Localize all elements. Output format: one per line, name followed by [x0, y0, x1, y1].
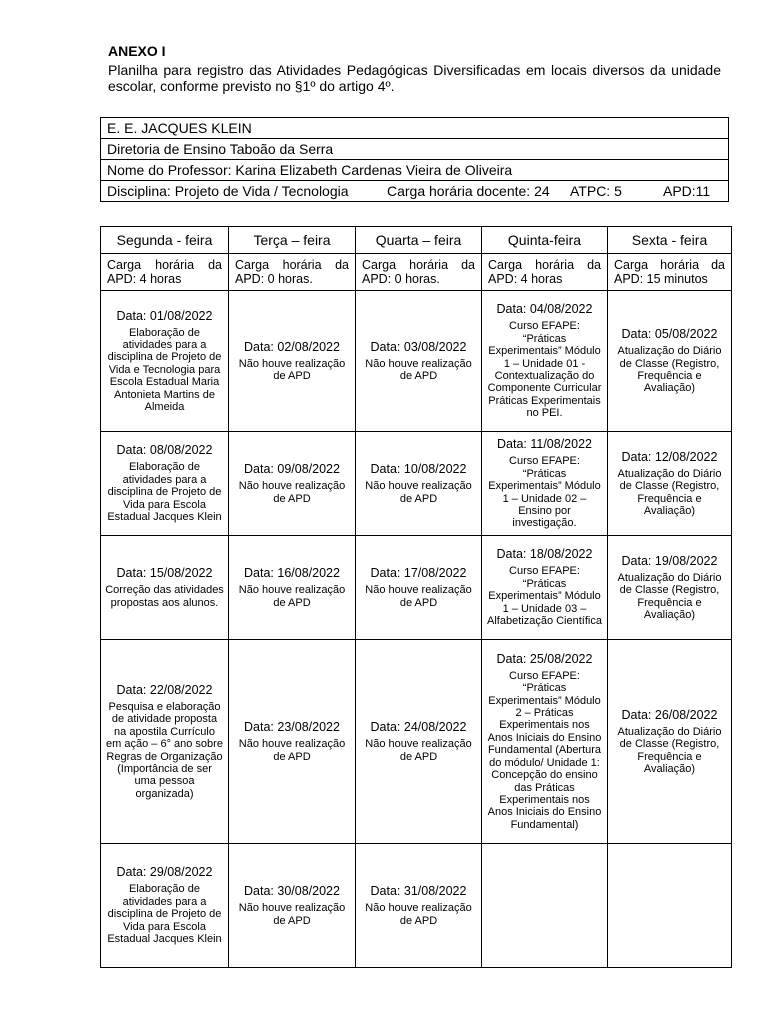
- apd-label: APD:11: [663, 183, 711, 199]
- apd-load-row: [101, 254, 732, 291]
- day-activity: Curso EFAPE: “Práticas Experimentais” Módulo 1 – Unidade 01 - Contextualização do Componente Curricular Práticas Experimentais no PEI.: [487, 320, 602, 420]
- day-activity: Não houve realização de APD: [365, 480, 472, 505]
- day-cell: [356, 432, 482, 536]
- day-activity: Não houve realização de APD: [365, 584, 472, 609]
- week-row: [101, 640, 732, 844]
- day-date: Data: 01/08/2022: [116, 308, 213, 323]
- teacher-name: Nome do Professor: Karina Elizabeth Cardenas Vieira de Oliveira: [101, 160, 729, 181]
- school-name: E. E. JACQUES KLEIN: [101, 118, 729, 139]
- day-activity: Pesquisa e elaboração de atividade proposta na apostila Currículo em ação – 6° ano sobre Regras de Organização (Importância de ser uma pessoa organizada): [106, 700, 223, 800]
- day-activity: Não houve realização de APD: [365, 357, 472, 382]
- day-cell: [101, 536, 229, 640]
- document-title: ANEXO I: [108, 43, 166, 59]
- day-cell: [482, 291, 608, 432]
- day-activity: Não houve realização de APD: [238, 480, 346, 505]
- weekday-header: Quinta-feira: [482, 227, 608, 254]
- apd-load-value: APD: 4 horas: [488, 272, 563, 286]
- day-cell: [608, 291, 732, 432]
- day-date: Data: 08/08/2022: [116, 443, 213, 458]
- day-activity: Correção das atividades propostas aos alunos.: [105, 584, 224, 609]
- day-activity: Atualização do Diário de Classe (Registro, Frequência e Avaliação): [617, 345, 722, 395]
- day-cell: [356, 536, 482, 640]
- day-cell: [608, 640, 732, 844]
- day-activity: Atualização do Diário de Classe (Registro, Frequência e Avaliação): [617, 571, 722, 621]
- weekday-header-row: [101, 227, 732, 254]
- atpc-label: ATPC: 5: [570, 183, 622, 199]
- apd-load-label: Carga horária da: [488, 258, 601, 272]
- apd-load-cell: [229, 254, 356, 291]
- day-date: Data: 04/08/2022: [496, 302, 593, 317]
- apd-load-label: Carga horária da: [614, 258, 725, 272]
- day-activity: Não houve realização de APD: [238, 902, 346, 927]
- day-cell: [482, 536, 608, 640]
- apd-load-cell: [482, 254, 608, 291]
- day-activity: Curso EFAPE: “Práticas Experimentais” Módulo 2 – Práticas Experimentais nos Anos Iniciais do Ensino Fundamental (Abertura do módulo/ Unidade 1: Concepção do ensino das Práticas Experimentais nos Anos Iniciais do Ensino Fundamental): [487, 669, 602, 831]
- day-date: Data: 15/08/2022: [116, 566, 213, 581]
- day-date: Data: 05/08/2022: [621, 327, 718, 342]
- day-activity: Curso EFAPE: “Práticas Experimentais” Módulo 1 – Unidade 02 – Ensino por investigação.: [488, 455, 601, 530]
- apd-load-cell: [101, 254, 229, 291]
- apd-load-label: Carga horária da: [235, 258, 349, 272]
- day-activity: Atualização do Diário de Classe (Registro, Frequência e Avaliação): [617, 467, 722, 517]
- weekday-header: Terça – feira: [229, 227, 356, 254]
- week-row: [101, 432, 732, 536]
- day-activity: Elaboração de atividades para a disciplina de Projeto de Vida para Escola Estadual Jacques Klein: [107, 461, 222, 524]
- day-activity: Não houve realização de APD: [365, 738, 472, 763]
- day-activity: Não houve realização de APD: [365, 902, 472, 927]
- day-cell: [608, 844, 732, 968]
- day-activity: Curso EFAPE: “Práticas Experimentais” Módulo 1 – Unidade 03 – Alfabetização Científica: [487, 565, 602, 628]
- day-cell: [101, 640, 229, 844]
- day-cell: [482, 844, 608, 968]
- day-date: Data: 18/08/2022: [496, 547, 593, 562]
- day-cell: [482, 432, 608, 536]
- day-cell: [101, 432, 229, 536]
- day-date: Data: 25/08/2022: [496, 651, 593, 666]
- day-cell: [356, 640, 482, 844]
- day-cell: [101, 844, 229, 968]
- day-cell: [608, 432, 732, 536]
- apd-load-value: APD: 4 horas: [107, 272, 182, 286]
- day-date: Data: 02/08/2022: [244, 339, 340, 354]
- weekday-header: Segunda - feira: [101, 227, 229, 254]
- apd-load-label: Carga horária da: [362, 258, 475, 272]
- day-date: Data: 03/08/2022: [370, 339, 467, 354]
- day-date: Data: 24/08/2022: [370, 720, 467, 735]
- day-date: Data: 17/08/2022: [370, 566, 467, 581]
- day-activity: Não houve realização de APD: [238, 357, 346, 382]
- day-date: Data: 12/08/2022: [621, 449, 718, 464]
- week-row: [101, 291, 732, 432]
- apd-load-cell: [608, 254, 732, 291]
- day-date: Data: 19/08/2022: [621, 553, 718, 568]
- day-date: Data: 26/08/2022: [621, 707, 718, 722]
- day-date: Data: 09/08/2022: [244, 462, 340, 477]
- day-date: Data: 10/08/2022: [370, 462, 467, 477]
- day-cell: [229, 844, 356, 968]
- day-activity: Elaboração de atividades para a disciplina de Projeto de Vida para Escola Estadual Jacques Klein: [107, 883, 222, 946]
- day-date: Data: 29/08/2022: [116, 865, 213, 880]
- day-cell: [101, 291, 229, 432]
- apd-load-value: APD: 0 horas.: [235, 272, 313, 286]
- directorate-name: Diretoria de Ensino Taboão da Serra: [101, 139, 729, 160]
- day-date: Data: 23/08/2022: [244, 720, 340, 735]
- day-activity: Não houve realização de APD: [238, 584, 346, 609]
- day-cell: [229, 291, 356, 432]
- day-date: Data: 22/08/2022: [116, 682, 213, 697]
- school-info-table: [100, 117, 729, 202]
- apd-load-cell: [356, 254, 482, 291]
- day-activity: Não houve realização de APD: [238, 738, 346, 763]
- day-activity: Elaboração de atividades para a disciplina de Projeto de Vida e Tecnologia para Escola Estadual Maria Antonieta Martins de Almeida: [107, 326, 222, 414]
- day-cell: [608, 536, 732, 640]
- day-cell: [229, 432, 356, 536]
- teaching-load-label: Carga horária docente: 24: [387, 183, 550, 199]
- weekday-header: Sexta - feira: [608, 227, 732, 254]
- week-row: [101, 536, 732, 640]
- schedule-table: [100, 226, 732, 968]
- day-date: Data: 30/08/2022: [244, 884, 340, 899]
- weekday-header: Quarta – feira: [356, 227, 482, 254]
- day-cell: [356, 291, 482, 432]
- day-cell: [229, 640, 356, 844]
- day-activity: Atualização do Diário de Classe (Registro, Frequência e Avaliação): [617, 725, 722, 775]
- day-date: Data: 11/08/2022: [497, 437, 592, 452]
- day-cell: [229, 536, 356, 640]
- day-cell: [482, 640, 608, 844]
- day-cell: [356, 844, 482, 968]
- document-description: Planilha para registro das Atividades Pedagógicas Diversificadas em locais diversos da unidade escolar, conforme previsto no §1º do artigo 4º.: [108, 62, 721, 94]
- apd-load-label: Carga horária da: [107, 258, 222, 272]
- apd-load-value: APD: 0 horas.: [362, 272, 440, 286]
- discipline-label: Disciplina: Projeto de Vida / Tecnologia: [107, 183, 349, 199]
- day-date: Data: 31/08/2022: [370, 884, 467, 899]
- week-row: [101, 844, 732, 968]
- day-date: Data: 16/08/2022: [244, 566, 340, 581]
- apd-load-value: APD: 15 minutos: [614, 272, 708, 286]
- discipline-row: [101, 181, 729, 202]
